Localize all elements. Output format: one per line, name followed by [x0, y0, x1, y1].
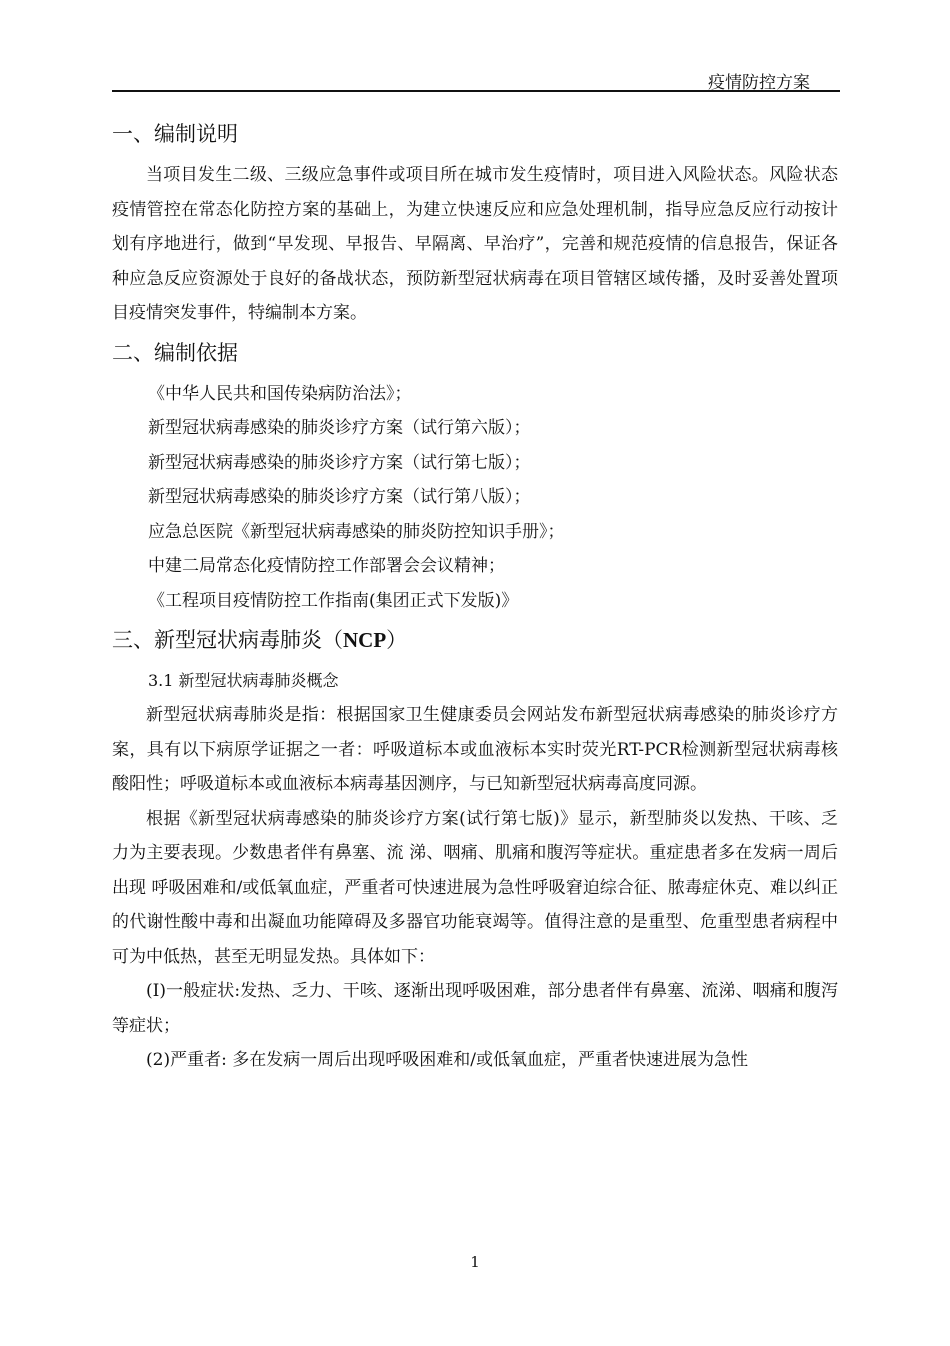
section3-heading — [112, 624, 838, 656]
header-title: 疫情防控方案 — [708, 73, 810, 93]
subsection-heading: 3.1 新型冠状病毒肺炎概念 — [148, 671, 339, 690]
reference-item: 中建二局常态化疫情防控工作部署会会议精神； — [148, 556, 505, 576]
reference-item: 《工程项目疫情防控工作指南(集团正式下发版)》 — [148, 590, 519, 611]
body-paragraph: 根据《新型冠状病毒感染的肺炎诊疗方案(试行第七版)》显示，新型肺炎以发热、干咳、乏力为主要表现。少数患者伴有鼻塞、流 涕、咽痛、肌痛和腹泻等症状。重症患者多在发病一周后出现 呼吸困难和/或低氧血症，严重者可快速进展为急性呼吸窘迫综合征、脓毒症休克、难以纠正的代谢性酸中毒和出凝血功能障碍及多器官功能衰竭等。值得注意的是重型、危重型患者病程中可为中低热，甚至无明显发热。具体如下： — [112, 808, 838, 967]
reference-item: 新型冠状病毒感染的肺炎诊疗方案（试行第七版）； — [148, 452, 531, 473]
body-paragraph: (I)一般症状:发热、乏力、干咳、逐渐出现呼吸困难，部分患者伴有鼻塞、流涕、咽痛和腹泻等症状； — [112, 981, 838, 1036]
section1-paragraph: 当项目发生二级、三级应急事件或项目所在城市发生疫情时，项目进入风险状态。风险状态疫情管控在常态化防控方案的基础上，为建立快速反应和应急处理机制，指导应急反应行动按计划有序地进行，做到“早发现、早报告、早隔离、早治疗”，完善和规范疫情的信息报告，保证各种应急反应资源处于良好的备战状态，预防新型冠状病毒在项目管辖区域传播，及时妥善处置项目疫情突发事件，特编制本方案。 — [112, 165, 838, 323]
header-rule — [112, 90, 840, 92]
section3-heading-suffix: ） — [386, 628, 408, 652]
reference-item: 新型冠状病毒感染的肺炎诊疗方案（试行第六版）； — [148, 418, 531, 438]
reference-item: 新型冠状病毒感染的肺炎诊疗方案（试行第八版）； — [148, 487, 531, 507]
reference-item: 《中华人民共和国传染病防治法》； — [148, 383, 412, 404]
section3-heading-abbr: NCP — [343, 628, 387, 652]
section2-heading: 二、编制依据 — [112, 340, 238, 365]
body-paragraph: 新型冠状病毒肺炎是指：根据国家卫生健康委员会网站发布新型冠状病毒感染的肺炎诊疗方案，具有以下病原学证据之一者：呼吸道标本或血液标本实时荧光RT-PCR检测新型冠状病毒核酸阳性；呼吸道标本或血液标本病毒基因测序，与已知新型冠状病毒高度同源。 — [112, 705, 838, 794]
reference-list — [112, 377, 838, 619]
section1-heading: 一、编制说明 — [112, 122, 238, 146]
document-body — [112, 118, 838, 1078]
reference-item: 应急总医院《新型冠状病毒感染的肺炎防控知识手册》； — [148, 521, 565, 542]
page-number: 1 — [470, 1253, 480, 1271]
section3-heading-prefix: 三、新型冠状病毒肺炎（ — [112, 628, 343, 652]
page-header — [112, 64, 840, 92]
body-paragraph: (2)严重者: 多在发病一周后出现呼吸困难和/或低氧血症，严重者快速进展为急性 — [146, 1050, 748, 1070]
